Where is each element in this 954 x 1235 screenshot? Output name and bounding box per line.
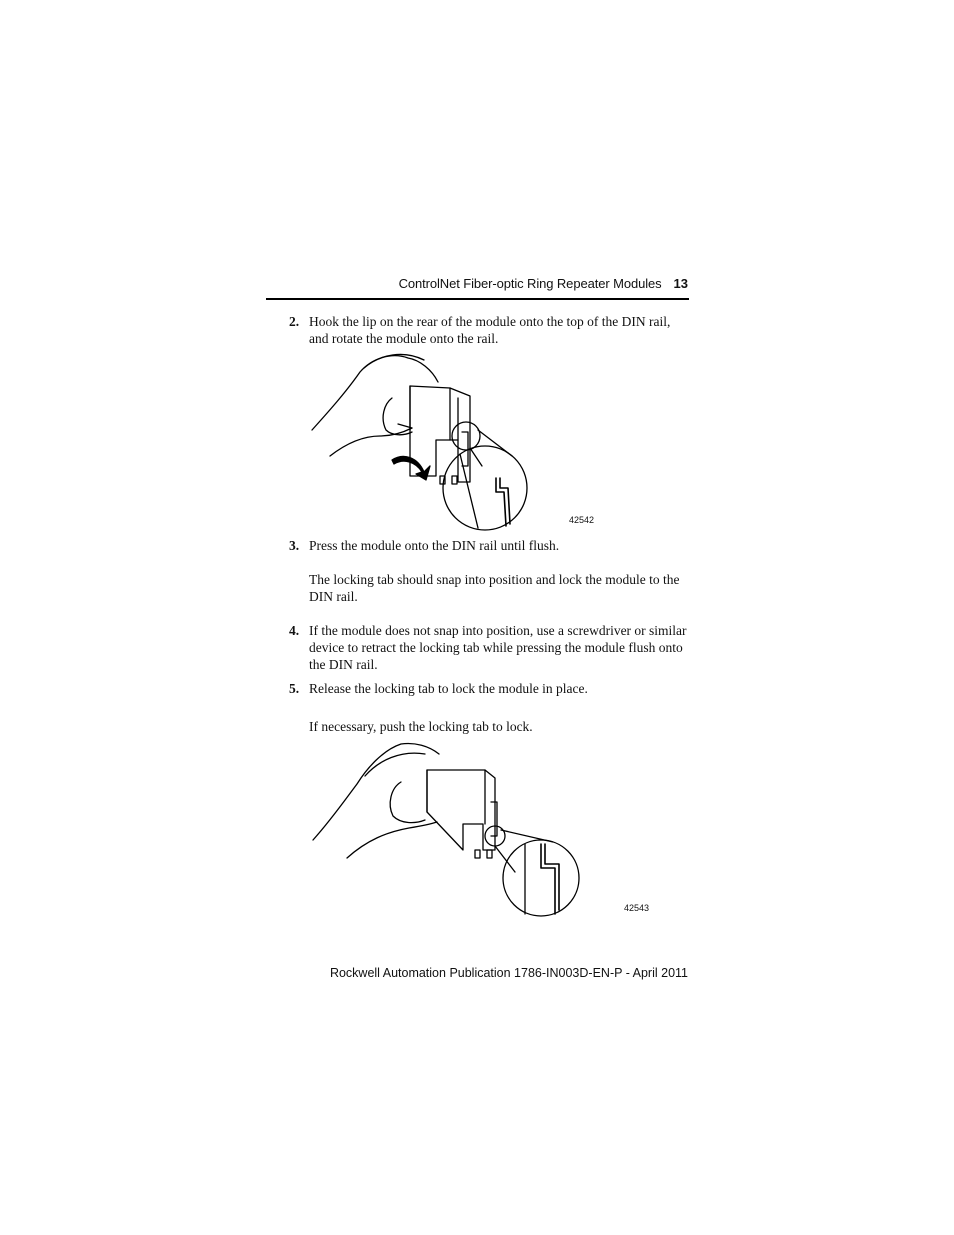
figure-locking-tab — [305, 740, 595, 920]
step-2-text: Hook the lip on the rear of the module onto the top of the DIN rail, and rotate the module onto the rail. — [309, 314, 671, 346]
module-tab-left — [475, 850, 480, 858]
detail-rail-profile — [496, 478, 506, 526]
leader-line-lower — [495, 846, 515, 872]
detail-rail-profile-2 — [545, 844, 559, 910]
hand-finger-line — [364, 354, 424, 368]
step-5-text: Release the locking tab to lock the module in place. — [309, 681, 588, 696]
module-tab-right — [452, 476, 457, 484]
running-header — [399, 276, 688, 291]
figure-install-module — [300, 348, 600, 533]
step-3-note: The locking tab should snap into position and lock the module to the DIN rail. — [309, 572, 680, 604]
step-4-number: 4. — [289, 623, 300, 638]
hand-finger-line — [365, 753, 425, 776]
din-rail-small — [491, 802, 497, 836]
figure-number-1: 42542 — [569, 515, 595, 525]
detail-module-edge — [460, 454, 478, 528]
header-rule — [266, 298, 689, 300]
hand-outline-lower — [330, 428, 412, 456]
step-4-text: If the module does not snap into position, use a screwdriver or similar device to retract the locking tab while pressing the module flush onto the DIN rail. — [309, 623, 687, 672]
detail-rail-profile — [541, 844, 555, 914]
page-number: 13 — [673, 276, 688, 291]
step-3-text: Press the module onto the DIN rail until flush. — [309, 538, 560, 553]
hand-outline-upper — [312, 356, 438, 430]
step-5-note: If necessary, push the locking tab to lock. — [309, 719, 533, 734]
step-5-number: 5. — [289, 681, 300, 696]
detail-callout-circle — [452, 422, 480, 450]
header-title: ControlNet Fiber-optic Ring Repeater Modules — [398, 276, 662, 291]
thumb-outline — [390, 782, 425, 823]
step-3-number: 3. — [289, 538, 300, 553]
detail-magnified-circle — [443, 446, 527, 530]
module-tab-right — [487, 850, 492, 858]
leader-line-lower — [470, 448, 482, 466]
figure-number-2: 42543 — [624, 903, 650, 913]
step-2-number: 2. — [289, 314, 300, 329]
thumb-outline — [383, 398, 412, 435]
hand-outline-lower — [347, 822, 437, 858]
publication-footer: Rockwell Automation Publication 1786-IN003D-EN-P - April 2011 — [329, 966, 688, 980]
